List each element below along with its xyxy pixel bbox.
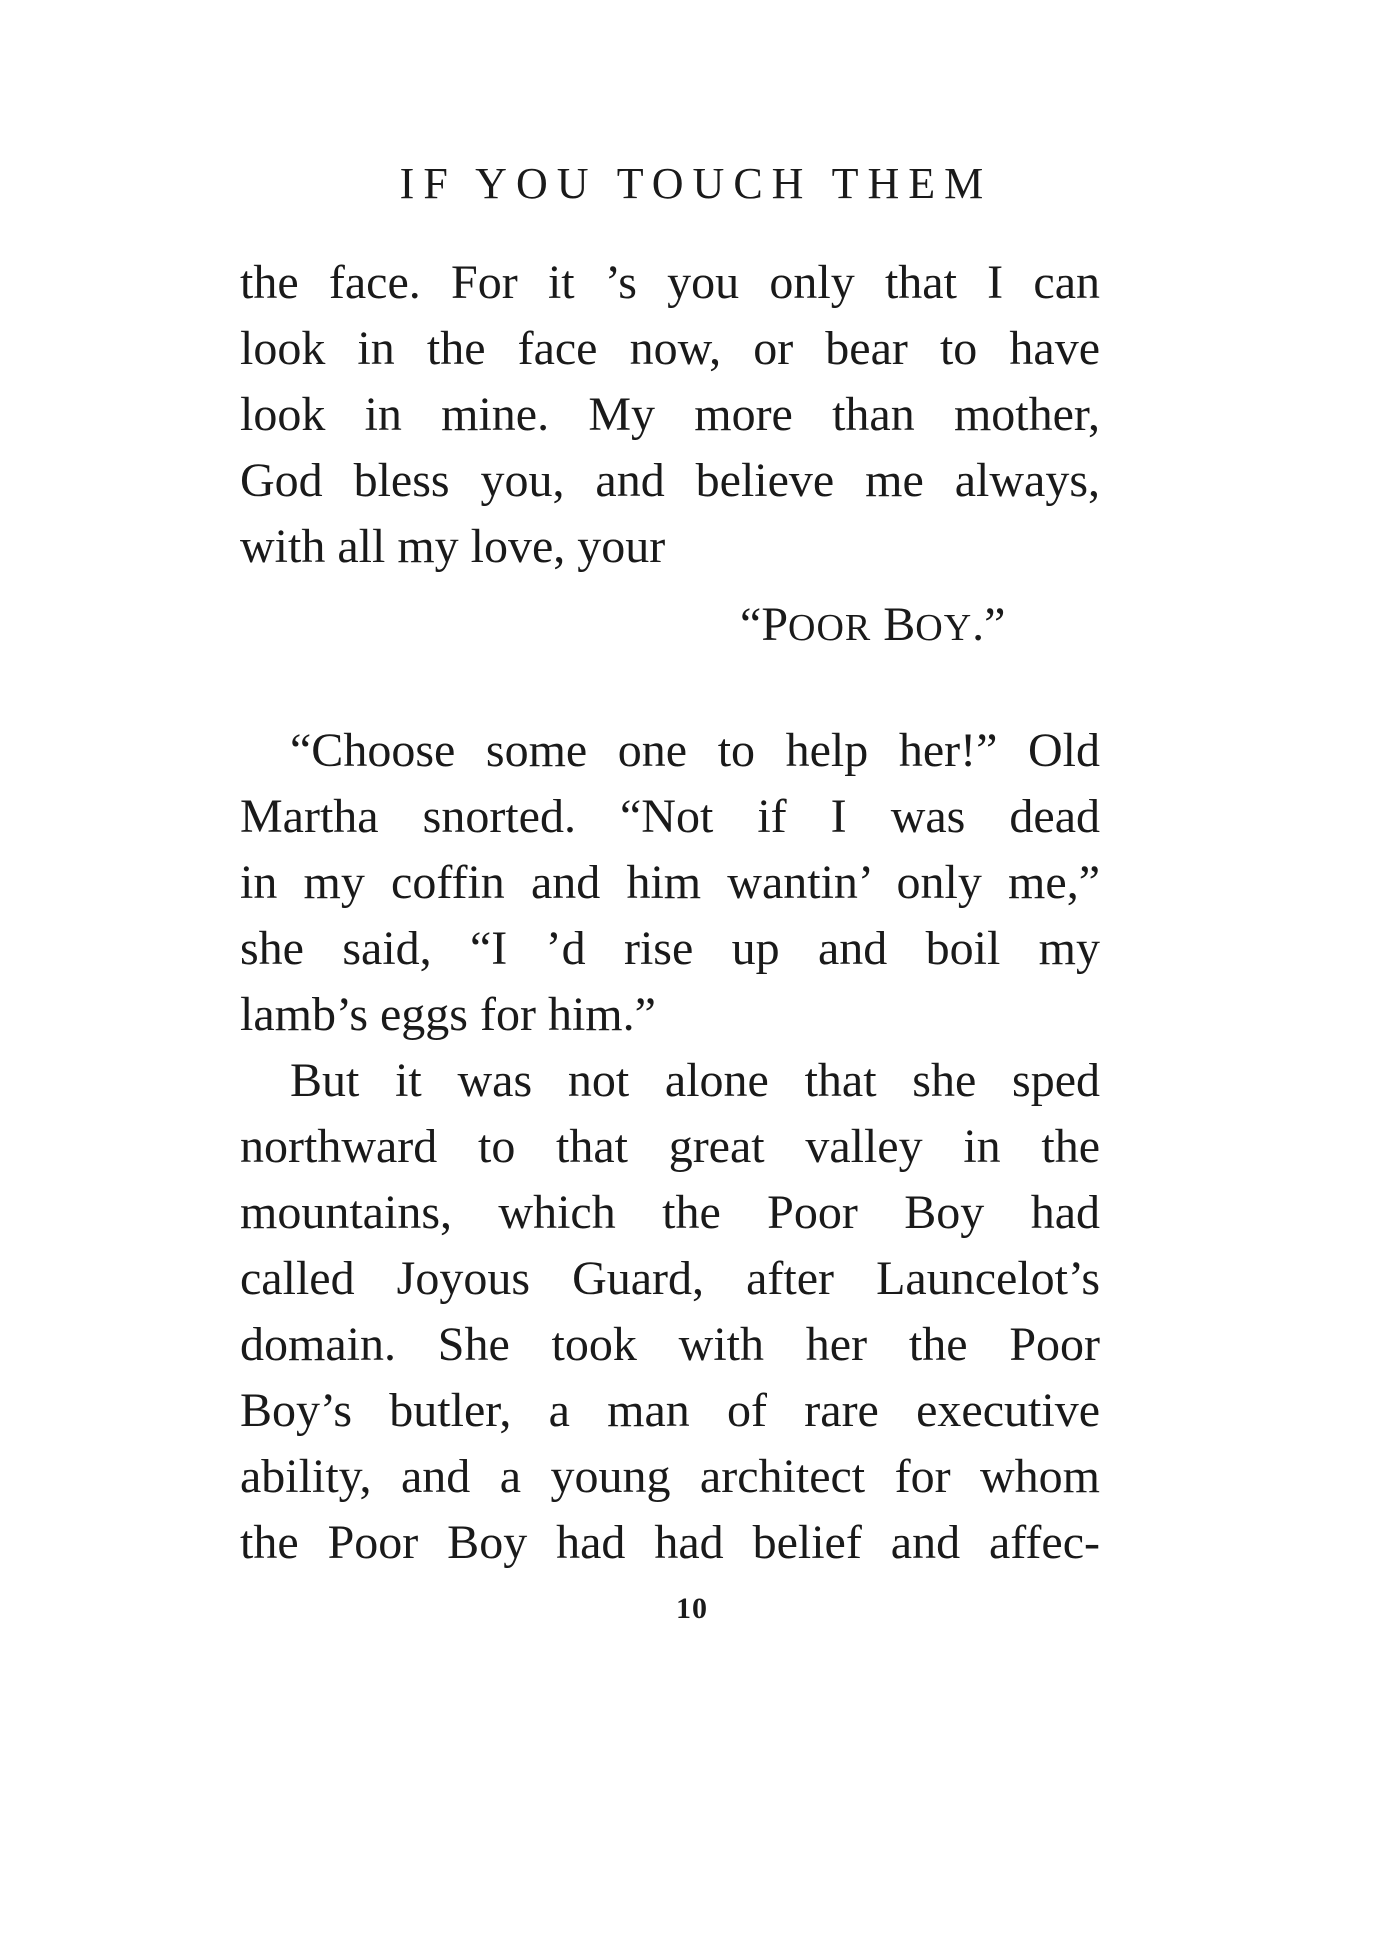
signature-initial: B <box>883 598 916 651</box>
text-line: northward to that great valley in the <box>240 1120 1100 1173</box>
text-line: Boy’s butler, a man of rare executive <box>240 1384 1100 1437</box>
text-line: ability, and a young architect for whom <box>240 1450 1100 1503</box>
paragraph-two <box>240 1048 1100 1576</box>
text-line: the face. For it ’s you only that I can <box>240 256 1100 309</box>
text-line: look in the face now, or bear to have <box>240 322 1100 375</box>
text-line: But it was not alone that she sped <box>290 1054 1100 1107</box>
text-line: look in mine. My more than mother, <box>240 388 1100 441</box>
letter-closing <box>240 250 1100 580</box>
text-line: in my coffin and him wantin’ only me,” <box>240 856 1100 909</box>
text-line: with all my love, your <box>240 520 666 573</box>
signature-small-caps: OY <box>915 607 973 649</box>
page-number: 10 <box>676 1592 708 1625</box>
text-line: God bless you, and believe me always, <box>240 454 1100 507</box>
text-line: called Joyous Guard, after Launcelot’s <box>240 1252 1100 1305</box>
paragraph-one <box>240 718 1100 1048</box>
text-line: Martha snorted. “Not if I was dead <box>240 790 1100 843</box>
running-head: IF YOU TOUCH THEM <box>399 159 993 208</box>
signature-small-caps: OOR <box>788 607 872 649</box>
signature-close-quote: .” <box>972 598 1006 651</box>
text-line: “Choose some one to help her!” Old <box>290 724 1100 777</box>
text-line: mountains, which the Poor Boy had <box>240 1186 1100 1239</box>
text-line: lamb’s eggs for him.” <box>240 988 656 1041</box>
signature-initial: P <box>761 598 789 651</box>
letter-signature <box>740 592 1005 661</box>
text-line: she said, “I ’d rise up and boil my <box>240 922 1100 975</box>
signature-open-quote: “ <box>740 598 762 651</box>
text-line: domain. She took with her the Poor <box>240 1318 1100 1371</box>
text-line: the Poor Boy had had belief and affec- <box>240 1516 1100 1569</box>
